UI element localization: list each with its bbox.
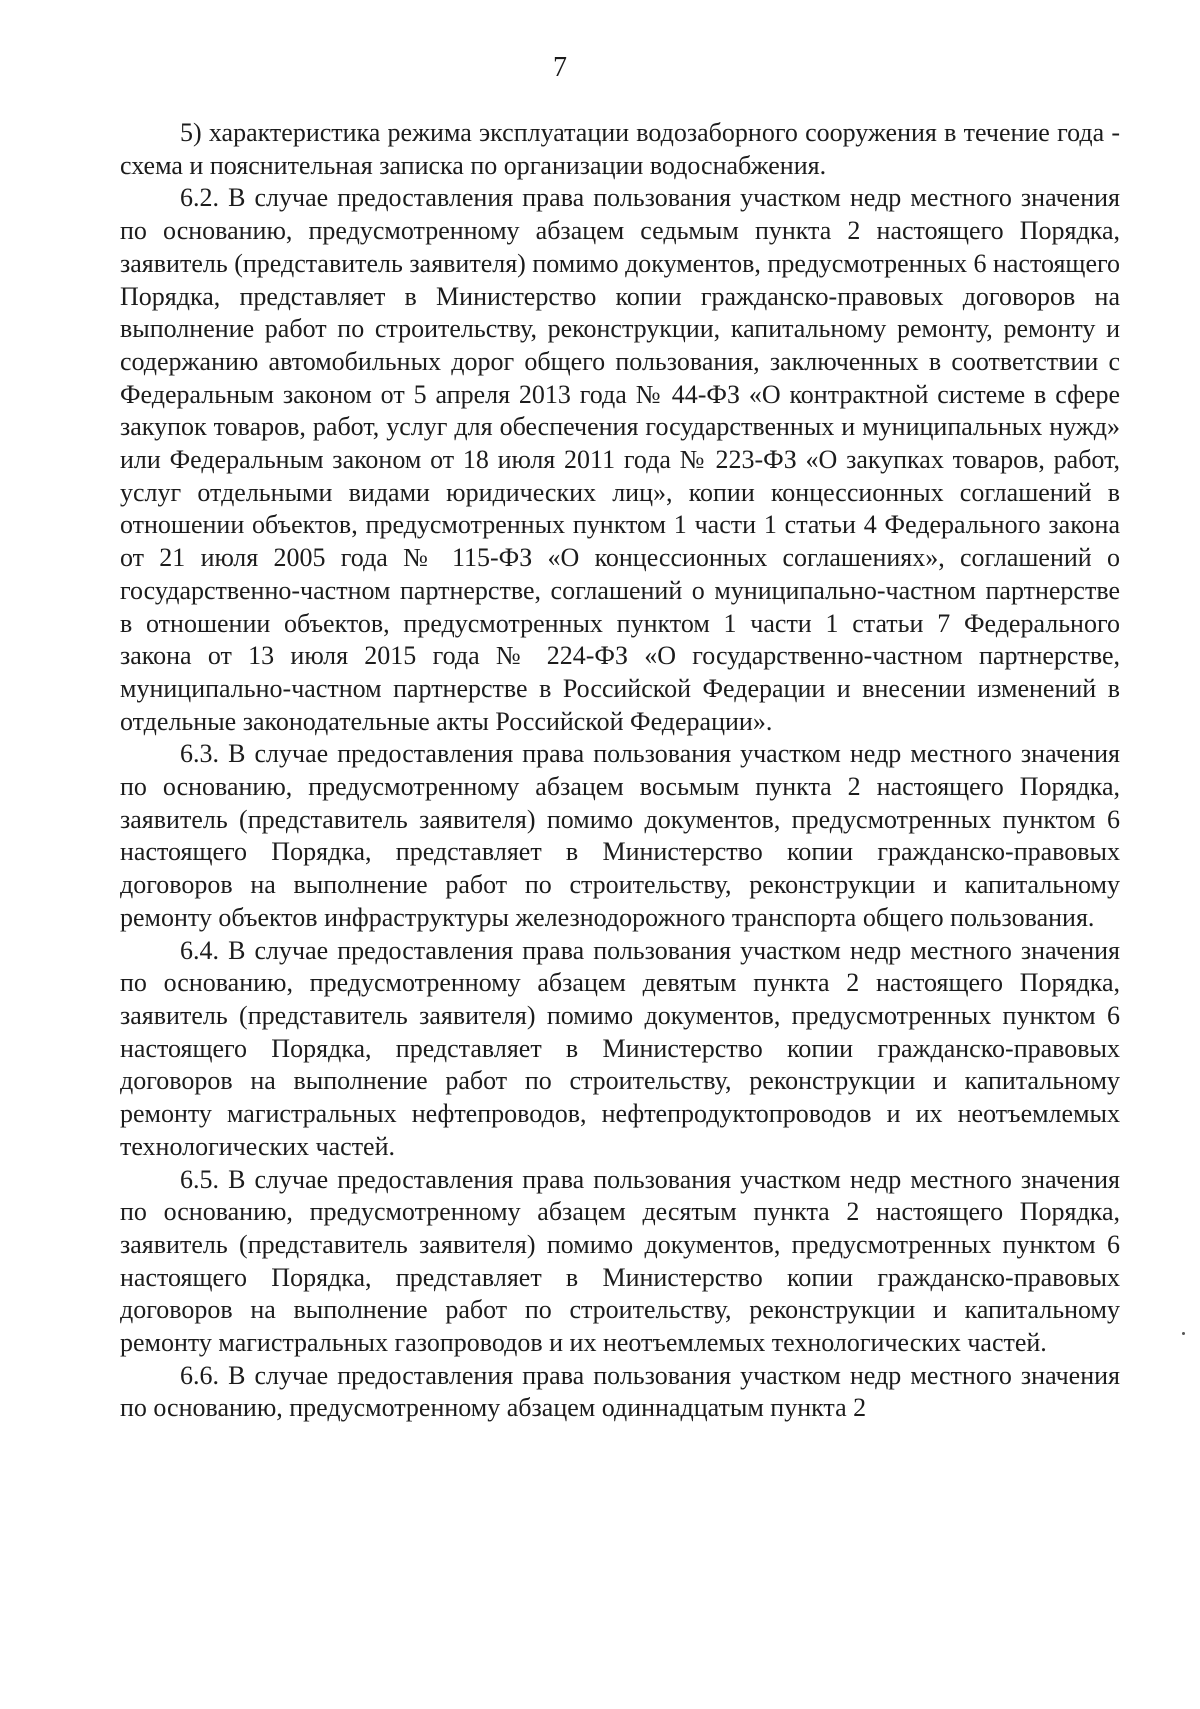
scan-speck bbox=[1182, 1332, 1185, 1335]
page-number: 7 bbox=[553, 52, 567, 83]
paragraph-6-5: 6.5. В случае предоставления права пользования участком недр местного значения по основанию, предусмотренному абзацем десятым пункта 2 настоящего Порядка, заявитель (представитель заявителя) помимо документов, предусмотренных пунктом 6 настоящего Порядка, представляет в Министерство копии гражданско-правовых договоров на выполнение работ по строительству, реконструкции и капитальному ремонту магистральных газопроводов и их неотъемлемых технологических частей. bbox=[120, 1164, 1120, 1358]
paragraph-6-2: 6.2. В случае предоставления права пользования участком недр местного значения по основанию, предусмотренному абзацем седьмым пункта 2 настоящего Порядка, заявитель (представитель заявителя) помимо документов, предусмотренных 6 настоящего Порядка, представляет в Министерство копии гражданско-правовых договоров на выполнение работ по строительству, реконструкции, капитальному ремонту, ремонту и содержанию автомобильных дорог общего пользования, заключенных в соответствии с Федеральным законом от 5 апреля 2013 года № 44-ФЗ «О контрактной системе в сфере закупок товаров, работ, услуг для обеспечения государственных и муниципальных нужд» или Федеральным законом от 18 июля 2011 года № 223-ФЗ «О закупках товаров, работ, услуг отдельными видами юридических лиц», копии концессионных соглашений в отношении объектов, предусмотренных пунктом 1 части 1 статьи 4 Федерального закона от 21 июля 2005 года № 115-ФЗ «О концессионных соглашениях», соглашений о государственно-частном партнерстве, соглашений о муниципально-частном партнерстве в отношении объектов, предусмотренных пунктом 1 части 1 статьи 7 Федерального закона от 13 июля 2015 года № 224-ФЗ «О государственно-частном партнерстве, муниципально-частном партнерстве в Российской Федерации и внесении изменений в отдельные законодательные акты Российской Федерации». bbox=[120, 183, 1120, 736]
paragraph-item-5: 5) характеристика режима эксплуатации водозаборного сооружения в течение года - схема и пояснительная записка по организации водоснабжения. bbox=[120, 118, 1120, 180]
paragraph-6-3: 6.3. В случае предоставления права пользования участком недр местного значения по основанию, предусмотренному абзацем восьмым пункта 2 настоящего Порядка, заявитель (представитель заявителя) помимо документов, предусмотренных пунктом 6 настоящего Порядка, представляет в Министерство копии гражданско-правовых договоров на выполнение работ по строительству, реконструкции и капитальному ремонту объектов инфраструктуры железнодорожного транспорта общего пользования. bbox=[120, 739, 1120, 932]
paragraph-6-6: 6.6. В случае предоставления права пользования участком недр местного значения по основанию, предусмотренному абзацем одиннадцатым пункта 2 bbox=[120, 1360, 1120, 1423]
document-body bbox=[120, 117, 1120, 1425]
paragraph-6-4: 6.4. В случае предоставления права пользования участком недр местного значения по основанию, предусмотренному абзацем девятым пункта 2 настоящего Порядка, заявитель (представитель заявителя) помимо документов, предусмотренных пунктом 6 настоящего Порядка, представляет в Министерство копии гражданско-правовых договоров на выполнение работ по строительству, реконструкции и капитальному ремонту магистральных нефтепроводов, нефтепродуктопроводов и их неотъемлемых технологических частей. bbox=[120, 935, 1120, 1161]
